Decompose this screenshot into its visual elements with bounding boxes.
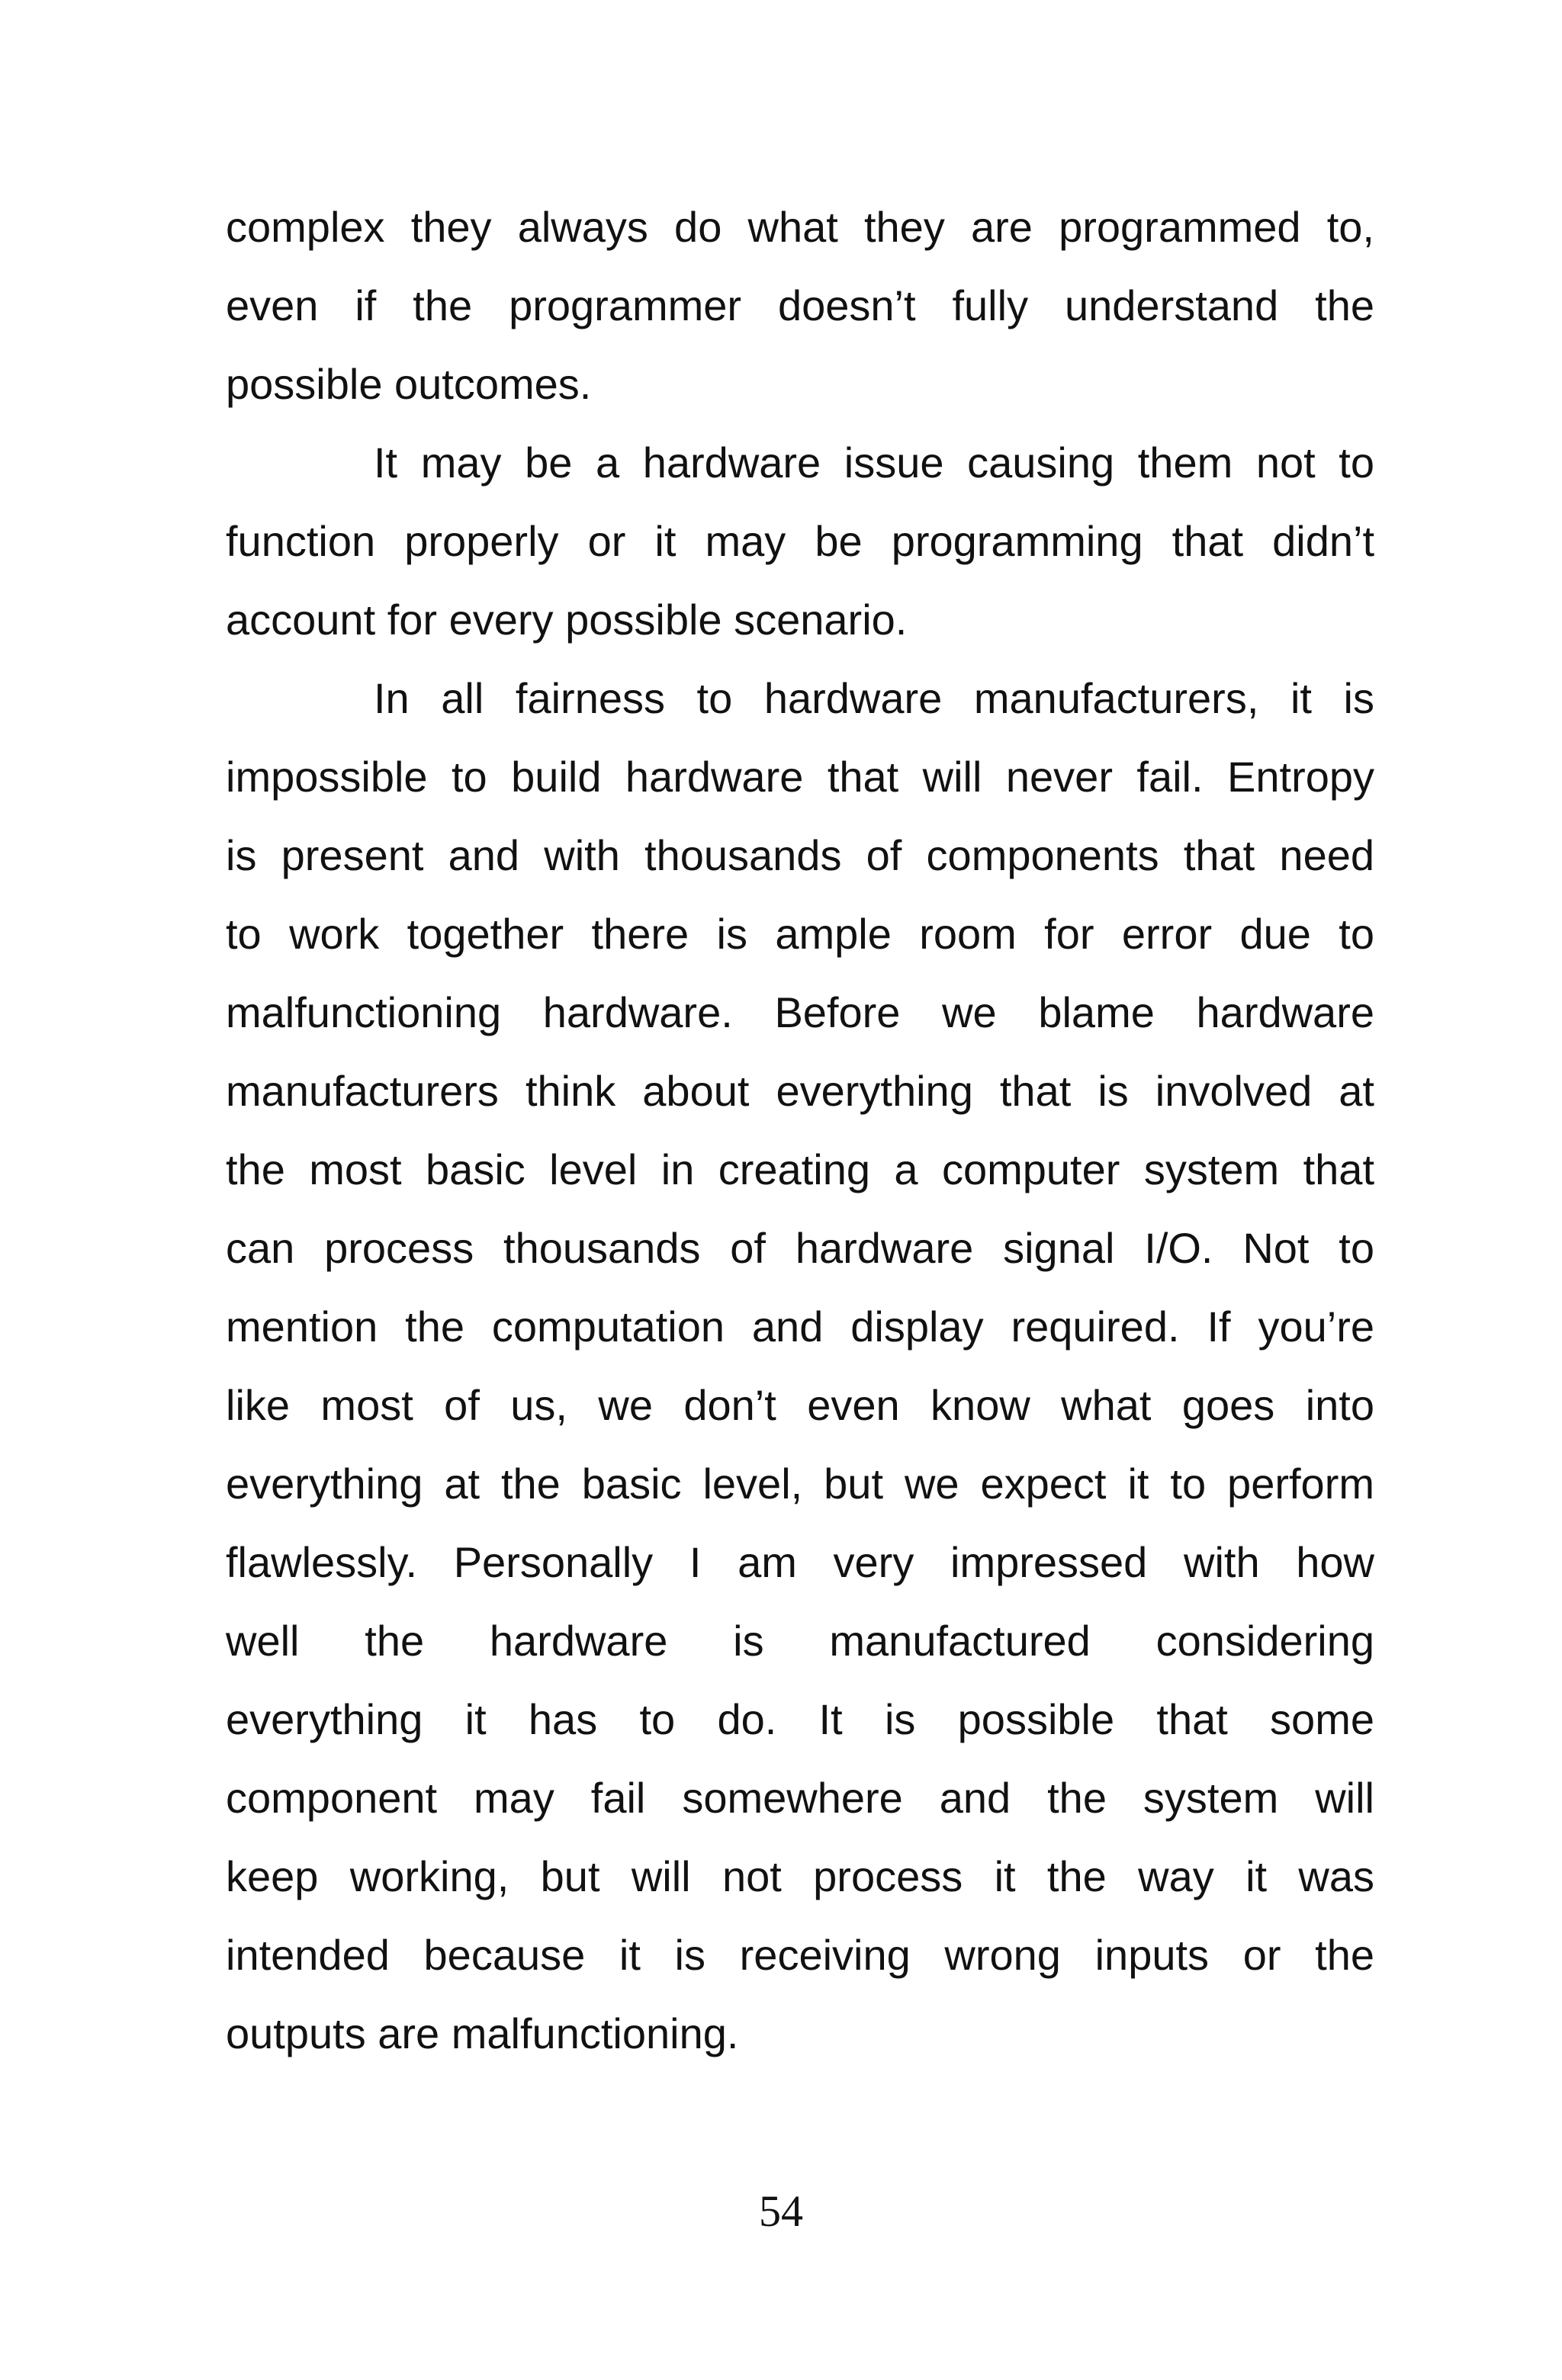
text-line: like most of us, we don’t even know what goes into [226,1381,1374,1429]
text-line: everything at the basic level, but we expect it to perform [226,1460,1374,1508]
text-line: outputs are malfunctioning. [226,2009,739,2057]
text-line: component may fail somewhere and the system will [226,1774,1374,1822]
text-line: keep working, but will not process it the way it was [226,1852,1374,1900]
text-line: manufacturers think about everything that is involved at [226,1067,1374,1115]
text-line: everything it has to do. It is possible that some [226,1695,1374,1743]
text-line: It may be a hardware issue causing them not to [374,438,1374,487]
text-line: function properly or it may be programming that didn’t [226,517,1374,565]
text-line: malfunctioning hardware. Before we blame hardware [226,988,1374,1036]
text-line: is present and with thousands of components that need [226,831,1374,879]
text-line: impossible to build hardware that will never fail. Entropy [226,753,1374,801]
text-line: account for every possible scenario. [226,596,908,644]
text-line: mention the computation and display required. If you’re [226,1302,1374,1351]
text-line: even if the programmer doesn’t fully understand the [226,281,1374,329]
text-line: to work together there is ample room for error due to [226,910,1374,958]
text-line: flawlessly. Personally I am very impressed with how [226,1538,1374,1586]
page-number: 54 [759,2186,803,2236]
text-line: possible outcomes. [226,360,592,408]
text-line: the most basic level in creating a computer system that [226,1145,1374,1193]
text-line: intended because it is receiving wrong inputs or the [226,1931,1374,1979]
body-text [226,188,1374,2073]
text-line: well the hardware is manufactured considering [226,1617,1374,1665]
text-line: complex they always do what they are programmed to, [226,203,1374,251]
text-line: In all fairness to hardware manufacturers, it is [374,674,1374,722]
text-line: can process thousands of hardware signal I/O. Not to [226,1224,1374,1272]
